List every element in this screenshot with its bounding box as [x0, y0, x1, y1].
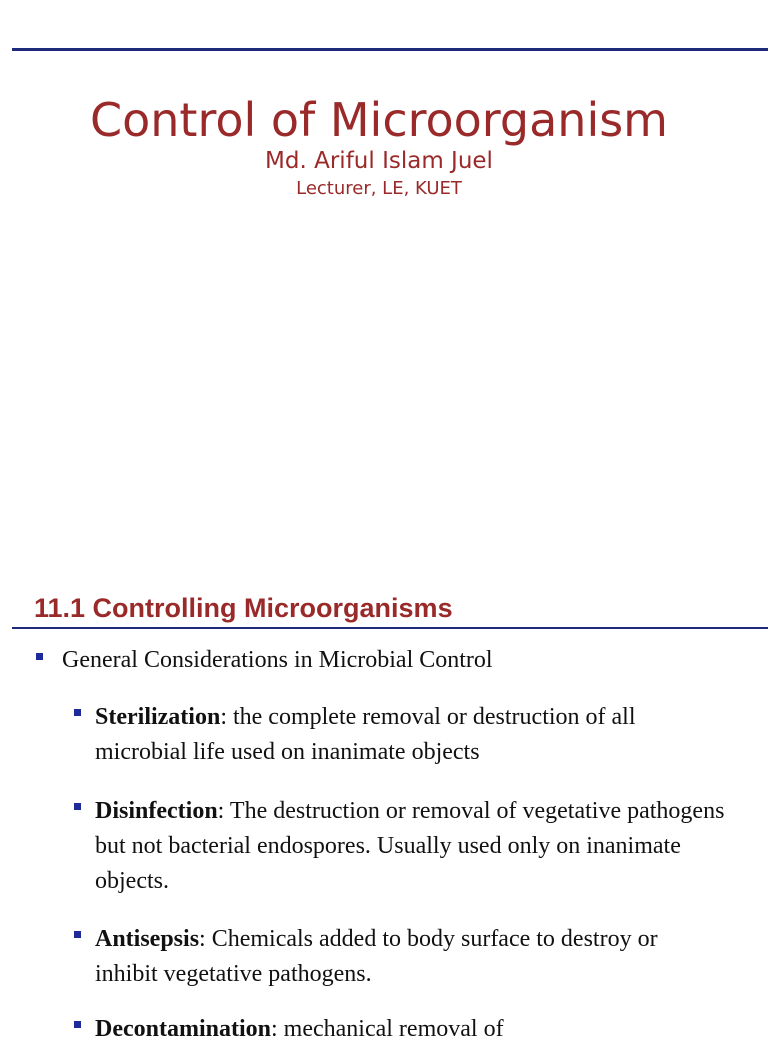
sub-bullet-text — [95, 700, 725, 770]
bullet-square-icon — [36, 653, 43, 660]
definition: : The destruction or removal of vegetative pathogens but not bacterial endospores. Usually used only on inanimate objects. — [95, 798, 725, 894]
term: Sterilization — [95, 704, 221, 730]
author-affiliation: Lecturer, LE, KUET — [296, 178, 462, 199]
main-bullet-text: General Considerations in Microbial Control — [62, 647, 493, 673]
heading-divider — [12, 627, 768, 629]
bullet-square-icon — [74, 803, 81, 810]
definition: : the complete removal or destruction of all microbial life used on inanimate objects — [95, 704, 636, 765]
slide-title: Control of Microorganism — [89, 93, 668, 147]
sub-bullet-text — [95, 1012, 725, 1047]
term: Disinfection — [95, 798, 218, 824]
section-heading: 11.1 Controlling Microorganisms — [34, 593, 453, 623]
sub-bullet-text — [95, 794, 725, 899]
definition: : mechanical removal of — [271, 1016, 504, 1042]
bullet-square-icon — [74, 1021, 81, 1028]
bullet-square-icon — [74, 709, 81, 716]
bullet-square-icon — [74, 931, 81, 938]
sub-bullet-text — [95, 922, 725, 992]
top-divider — [12, 48, 768, 51]
author-name: Md. Ariful Islam Juel — [265, 148, 493, 174]
term: Antisepsis — [95, 926, 200, 952]
definition: : Chemicals added to body surface to destroy or inhibit vegetative pathogens. — [95, 926, 658, 987]
term: Decontamination — [95, 1016, 271, 1042]
